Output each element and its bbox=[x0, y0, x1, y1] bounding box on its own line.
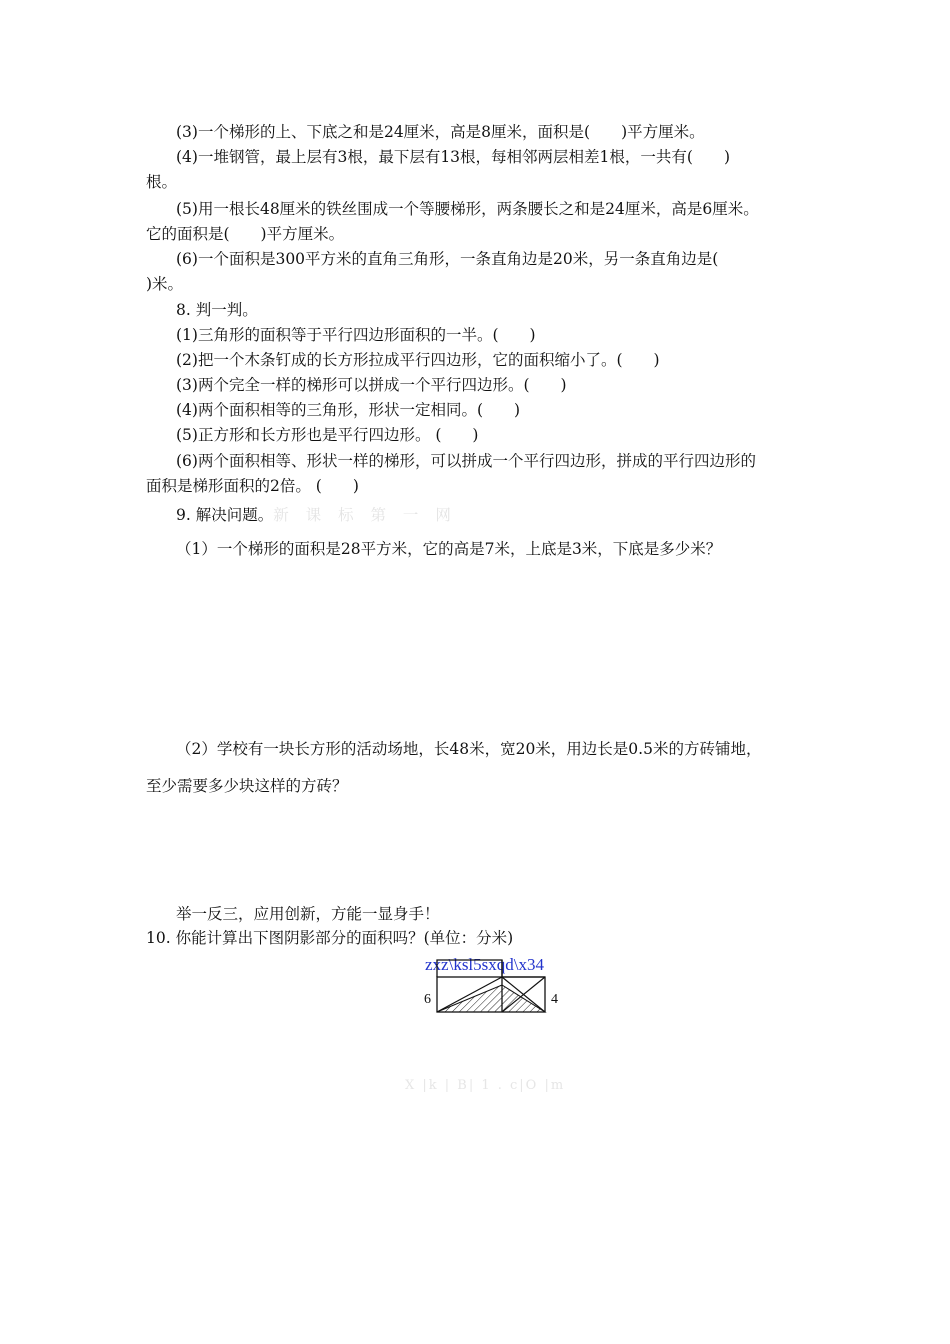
q7-item4-line1: (4)一堆钢管，最上层有3根，最下层有13根，每相邻两层相差1根，一共有( ) bbox=[176, 148, 730, 166]
motto: 举一反三，应用创新，方能一显身手！ bbox=[176, 905, 440, 923]
figure-blue-watermark: zxz\ksl5sxqd\x34 bbox=[425, 955, 544, 974]
q7-item6-line2: )米。 bbox=[146, 275, 184, 293]
q8-item-4: (4)两个面积相等的三角形，形状一定相同。( ) bbox=[176, 401, 521, 419]
q8-heading: 8. 判一判。 bbox=[176, 301, 258, 319]
footer-watermark: X |k | B| 1 . c|O |m bbox=[405, 1078, 566, 1093]
label-right-4: 4 bbox=[551, 992, 558, 1007]
q10-heading: 10. 你能计算出下图阴影部分的面积吗？(单位：分米) bbox=[146, 929, 514, 947]
q8-item-5: (5)正方形和长方形也是平行四边形。 ( ) bbox=[176, 426, 479, 444]
q9-heading-row bbox=[176, 505, 457, 525]
q8-item-3: (3)两个完全一样的梯形可以拼成一个平行四边形。( ) bbox=[176, 376, 567, 394]
q8-item-1: (1)三角形的面积等于平行四边形面积的一半。( ) bbox=[176, 326, 536, 344]
q8-item-2: (2)把一个木条钉成的长方形拉成平行四边形，它的面积缩小了。( ) bbox=[176, 351, 660, 369]
q7-item5-line2: 它的面积是( )平方厘米。 bbox=[146, 225, 345, 243]
q9-problem-1: （1）一个梯形的面积是28平方米，它的高是7米，上底是3米，下底是多少米？ bbox=[176, 540, 722, 558]
shaded-left-triangle bbox=[437, 985, 502, 1012]
q8-item-6-line1: (6)两个面积相等、形状一样的梯形，可以拼成一个平行四边形，拼成的平行四边形的 bbox=[176, 452, 756, 470]
q8-item-6-line2: 面积是梯形面积的2倍。 ( ) bbox=[146, 477, 359, 495]
q7-item3: (3)一个梯形的上、下底之和是24厘米，高是8厘米，面积是( )平方厘米。 bbox=[176, 123, 705, 141]
q7-item5-line1: (5)用一根长48厘米的铁丝围成一个等腰梯形，两条腰长之和是24厘米，高是6厘米。 bbox=[176, 200, 759, 218]
label-left-6: 6 bbox=[424, 992, 431, 1007]
q7-item6-line1: (6)一个面积是300平方米的直角三角形，一条直角边是20米，另一条直角边是( bbox=[176, 250, 719, 268]
outer-rectangle bbox=[437, 977, 545, 1012]
diagonal-line-left bbox=[437, 977, 502, 1012]
right-diagonal bbox=[502, 977, 545, 1012]
q7-item4-line2: 根。 bbox=[146, 173, 178, 191]
q9-heading: 9. 解决问题。 bbox=[176, 506, 274, 524]
q9-problem-2-line1: （2）学校有一块长方形的活动场地，长48米，宽20米，用边长是0.5米的方砖铺地， bbox=[176, 740, 762, 758]
q9-watermark: 新 课 标 第 一 网 bbox=[273, 506, 457, 524]
shaded-right-triangle bbox=[502, 985, 545, 1012]
diagonal-line-right bbox=[502, 977, 545, 1012]
q9-problem-2-line2: 至少需要多少块这样的方砖？ bbox=[146, 777, 348, 795]
